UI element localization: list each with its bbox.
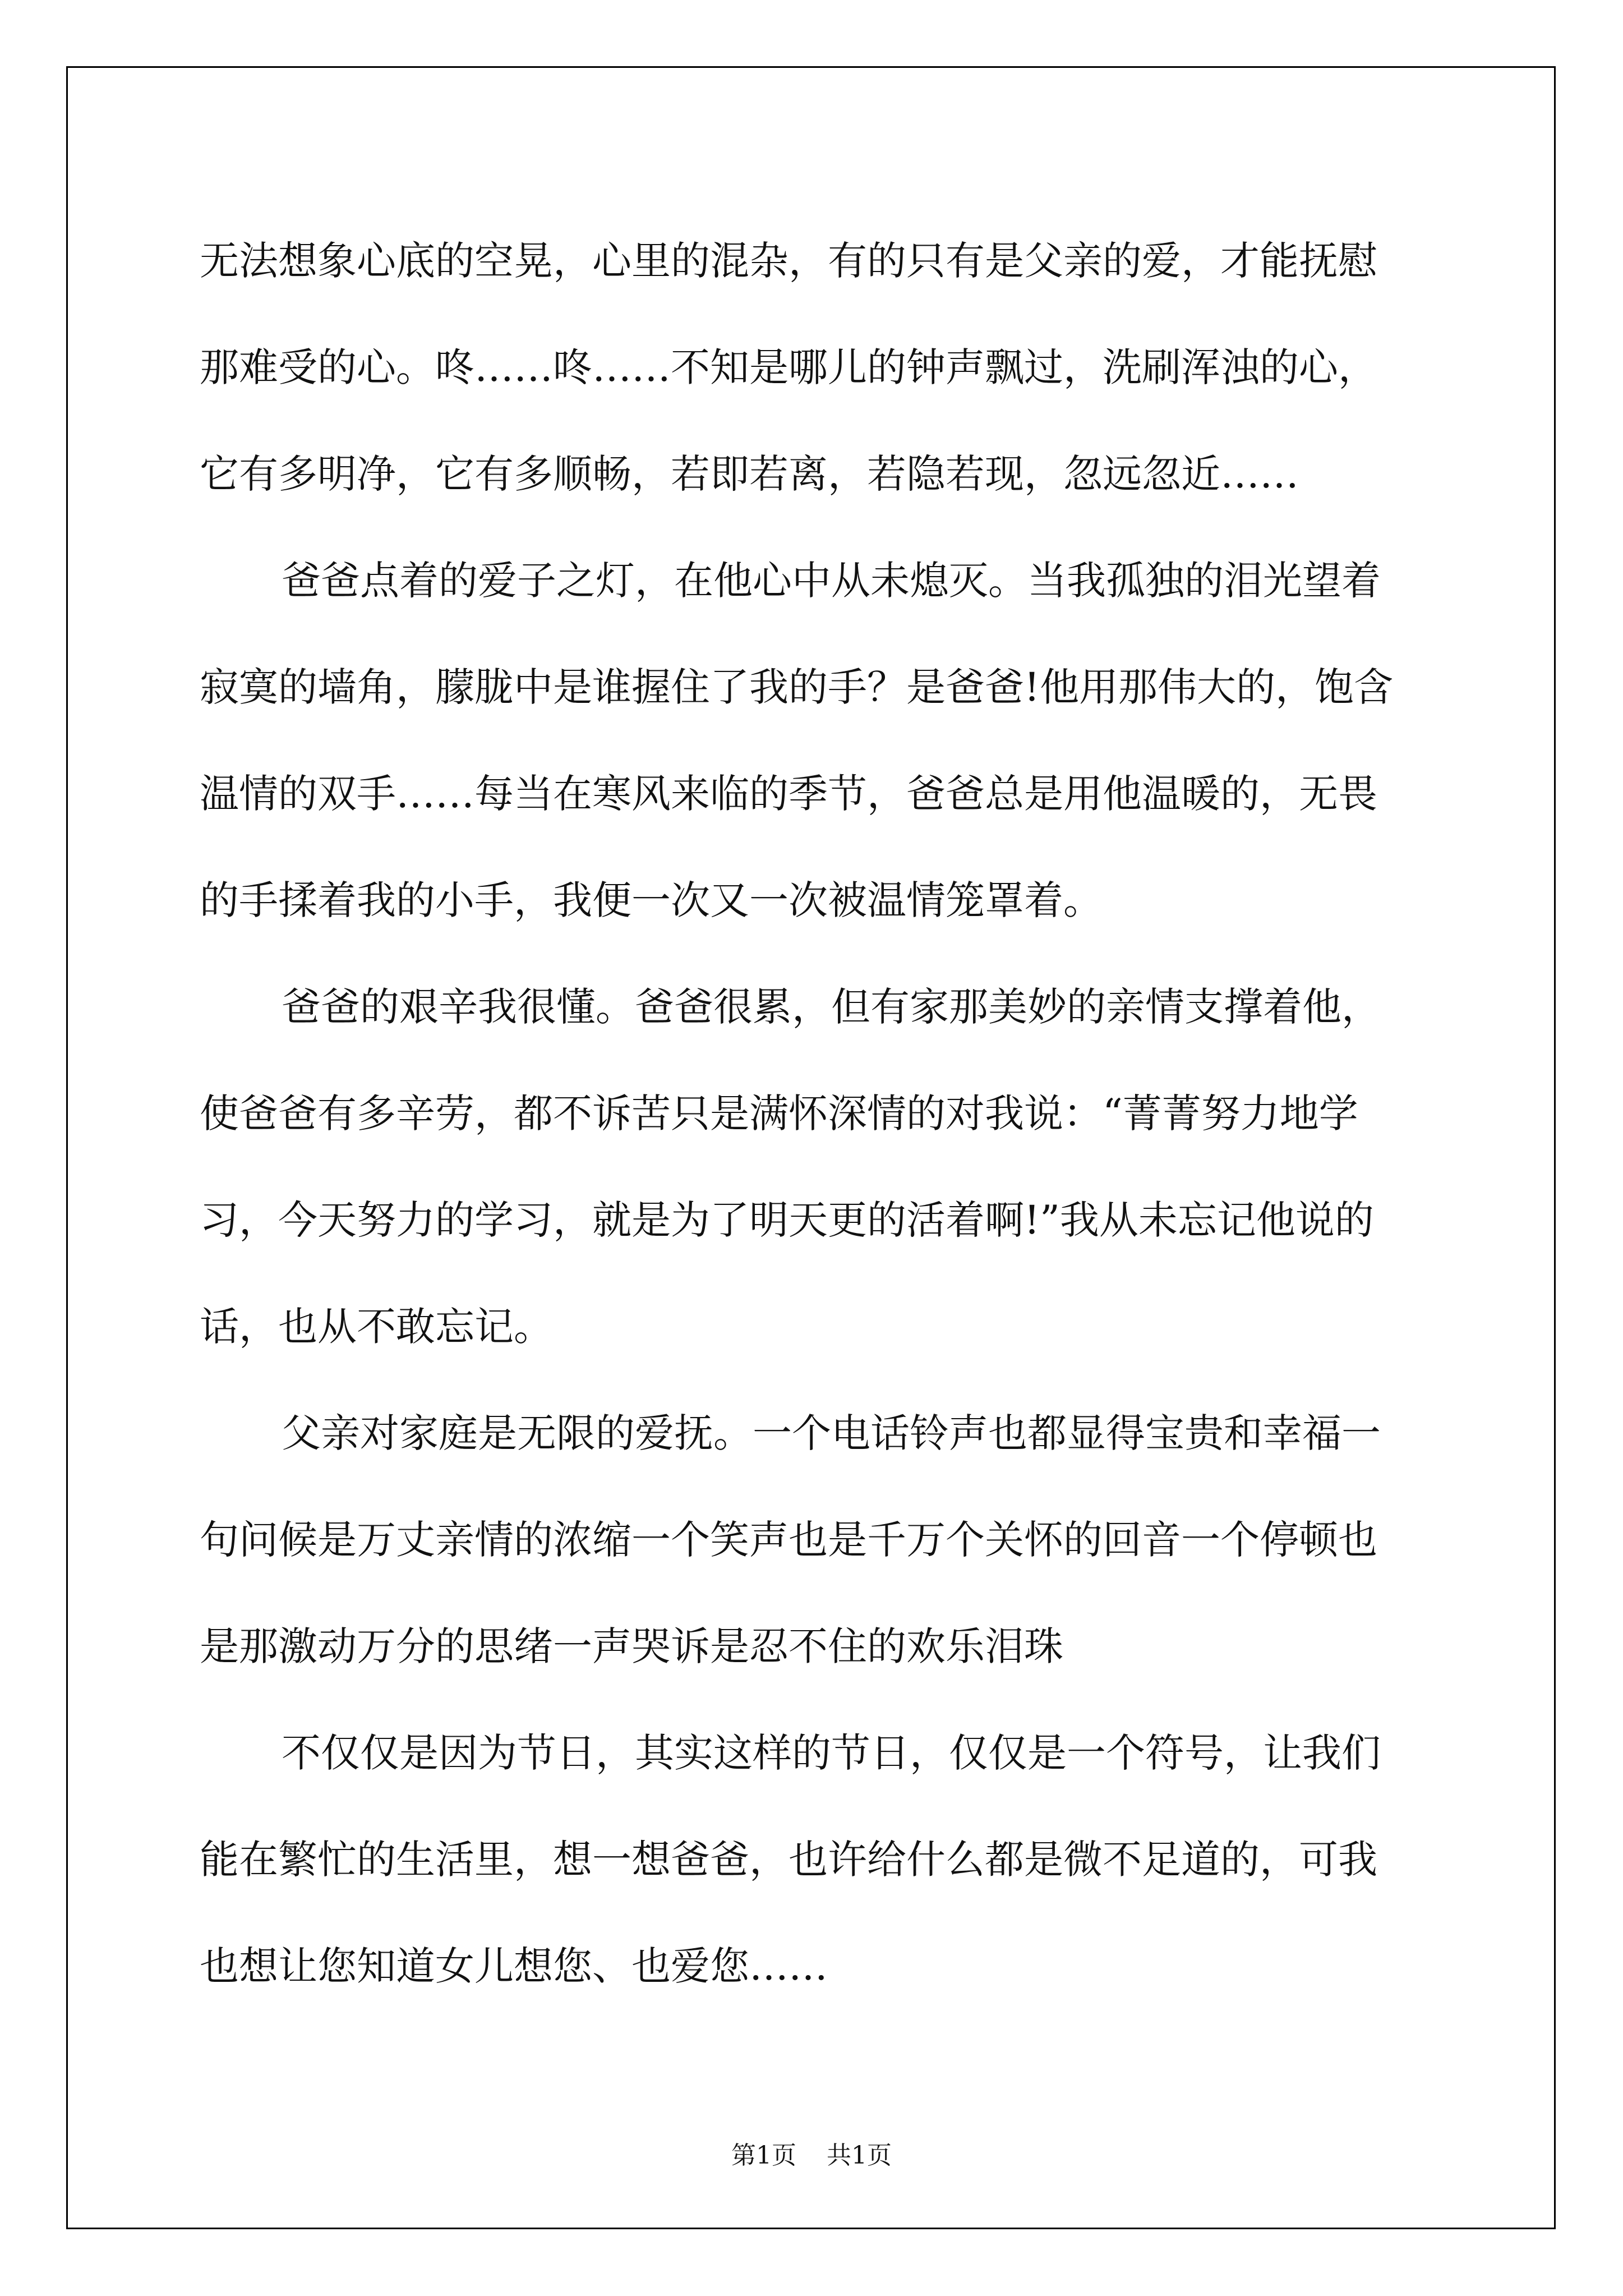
text-line xyxy=(200,1806,1433,1913)
line-text: 不仅仅是因为节日，其实这样的节日，仅仅是一个符号，让我们 xyxy=(282,1730,1381,1776)
paragraph xyxy=(200,208,1433,527)
line-text: 爸爸的艰辛我很懂。爸爸很累，但有家那美妙的亲情支撑着他， xyxy=(282,984,1381,1030)
text-line xyxy=(200,1593,1433,1700)
text-line xyxy=(200,1273,1433,1380)
paragraph xyxy=(200,1380,1433,1700)
document-body xyxy=(200,208,1433,2019)
text-line xyxy=(200,1060,1433,1167)
line-text: 寂寞的墙角，朦胧中是谁握住了我的手？是爸爸!他用那伟大的，饱含 xyxy=(200,664,1394,710)
paragraph xyxy=(200,954,1433,1380)
text-line xyxy=(200,740,1433,847)
text-line xyxy=(200,527,1433,634)
line-text: 爸爸点着的爱子之灯，在他心中从未熄灭。当我孤独的泪光望着 xyxy=(282,558,1381,604)
paragraph xyxy=(200,527,1433,954)
text-line xyxy=(200,1487,1433,1593)
line-text: 温情的双手……每当在寒风来临的季节，爸爸总是用他温暖的，无畏 xyxy=(200,771,1377,817)
paragraph xyxy=(200,1700,1433,2019)
text-line xyxy=(200,954,1433,1060)
line-text: 能在繁忙的生活里，想一想爸爸，也许给什么都是微不足道的，可我 xyxy=(200,1837,1377,1883)
text-line xyxy=(200,847,1433,954)
page-footer xyxy=(0,2135,1623,2171)
line-text: 使爸爸有多辛劳，都不诉苦只是满怀深情的对我说：“菁菁努力地学 xyxy=(200,1091,1358,1137)
line-text: 那难受的心。咚……咚……不知是哪儿的钟声飘过，洗刷浑浊的心， xyxy=(200,344,1377,390)
line-text: 习，今天努力的学习，就是为了明天更的活着啊!”我从未忘记他说的 xyxy=(200,1197,1374,1243)
line-text: 话，也从不敢忘记。 xyxy=(200,1304,553,1350)
page-number-current: 第1页 xyxy=(731,2141,796,2170)
line-text: 也想让您知道女儿想您、也爱您…… xyxy=(200,1943,828,1989)
text-line xyxy=(200,208,1433,314)
text-line xyxy=(200,1700,1433,1806)
text-line xyxy=(200,1380,1433,1487)
line-text: 是那激动万分的思绪一声哭诉是忍不住的欢乐泪珠 xyxy=(200,1623,1063,1669)
text-line xyxy=(200,314,1433,421)
line-text: 句问候是万丈亲情的浓缩一个笑声也是千万个关怀的回音一个停顿也 xyxy=(200,1517,1377,1563)
line-text: 父亲对家庭是无限的爱抚。一个电话铃声也都显得宝贵和幸福一 xyxy=(282,1410,1381,1456)
text-line xyxy=(200,634,1433,740)
text-line xyxy=(200,421,1433,527)
text-line xyxy=(200,1167,1433,1273)
line-text: 无法想象心底的空晃，心里的混杂，有的只有是父亲的爱，才能抚慰 xyxy=(200,238,1377,284)
page-number-total: 共1页 xyxy=(827,2141,892,2170)
text-line xyxy=(200,1913,1433,2019)
line-text: 的手揉着我的小手，我便一次又一次被温情笼罩着。 xyxy=(200,877,1103,923)
line-text: 它有多明净，它有多顺畅，若即若离，若隐若现，忽远忽近…… xyxy=(200,451,1299,497)
